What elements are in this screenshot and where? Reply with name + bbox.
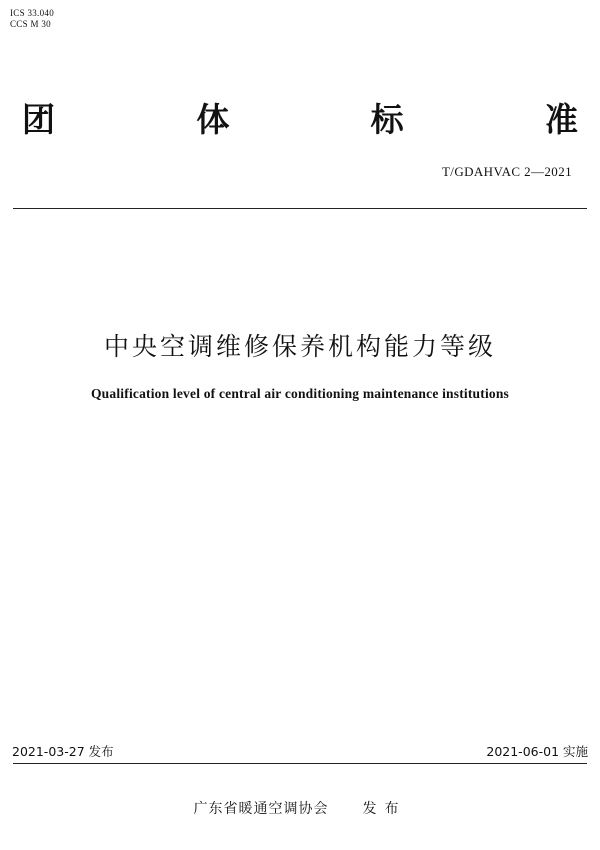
standard-type-char: 团 bbox=[22, 100, 55, 139]
publisher-action: 发布 bbox=[362, 801, 407, 817]
bottom-divider bbox=[13, 763, 587, 764]
ccs-code: CCS M 30 bbox=[10, 19, 51, 29]
standard-type-char: 体 bbox=[196, 100, 230, 139]
chinese-title: 中央空调维修保养机构能力等级 bbox=[103, 332, 496, 361]
standard-type-heading bbox=[22, 100, 578, 140]
top-divider bbox=[13, 208, 587, 209]
implementation-date: 2021-06-01 实施 bbox=[486, 744, 588, 759]
ics-code: ICS 33.040 bbox=[10, 8, 55, 18]
publisher-organization: 广东省暖通空调协会 bbox=[193, 801, 329, 817]
publisher-line bbox=[0, 800, 600, 818]
classification-codes bbox=[10, 8, 54, 30]
english-title: Qualification level of central air conditioning maintenance institutions bbox=[90, 386, 510, 401]
standard-type-char: 准 bbox=[544, 100, 578, 139]
issue-date: 2021-03-27 发布 bbox=[12, 744, 114, 759]
standard-type-char: 标 bbox=[370, 100, 404, 139]
standard-number: T/GDAHVAC 2—2021 bbox=[441, 164, 572, 179]
